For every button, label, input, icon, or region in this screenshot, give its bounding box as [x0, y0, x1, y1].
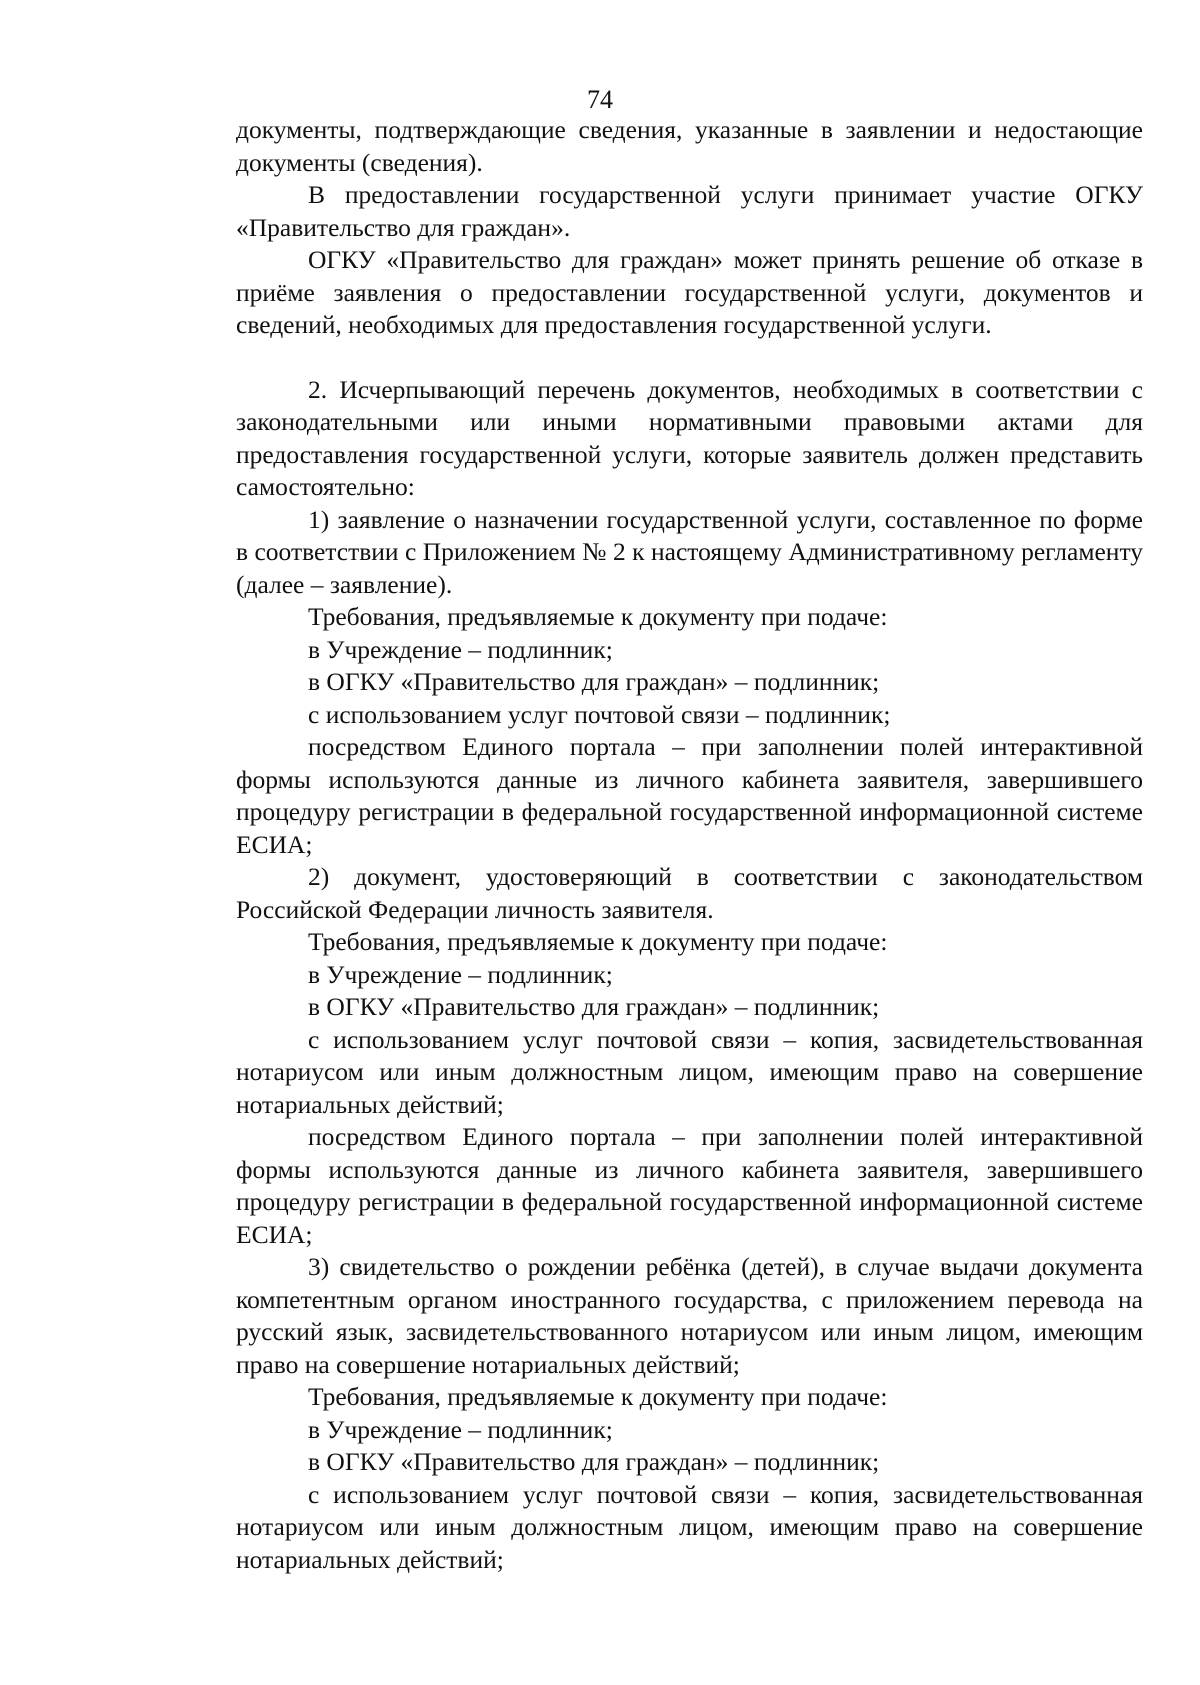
paragraph: Требования, предъявляемые к документу при подаче: [308, 602, 888, 631]
paragraph: Требования, предъявляемые к документу при подаче: [308, 927, 888, 956]
paragraph: в Учреждение – подлинник; [308, 634, 613, 664]
paragraph: в ОГКУ «Правительство для граждан» – подлинник; [308, 992, 880, 1021]
page-number: 74 [587, 85, 613, 114]
paragraph: В предоставлении государственной услуги принимает участие ОГКУ «Правительство для граждан». [236, 180, 1143, 242]
paragraph: в Учреждение – подлинник; [308, 1414, 613, 1444]
paragraph: ОГКУ «Правительство для граждан» может принять решение об отказе в приёме заявления о предоставлении государственной услуги, документов и сведений, необходимых для предоставления государственной услуги. [236, 245, 1143, 339]
paragraph-spacer [236, 342, 1143, 374]
paragraph: в ОГКУ «Правительство для граждан» – подлинник; [308, 1447, 880, 1476]
paragraph: в ОГКУ «Правительство для граждан» – подлинник; [308, 667, 880, 696]
paragraph: посредством Единого портала – при заполнении полей интерактивной формы используются данные из личного кабинета заявителя, завершившего процедуру регистрации в федеральной государственной информационной системе ЕСИА; [236, 732, 1143, 859]
document-body [236, 114, 1143, 1576]
paragraph: с использованием услуг почтовой связи – копия, засвидетельствованная нотариусом или иным должностным лицом, имеющим право на совершение нотариальных действий; [236, 1479, 1143, 1574]
paragraph: Требования, предъявляемые к документу при подаче: [308, 1382, 888, 1411]
paragraph: 3) свидетельство о рождении ребёнка (детей), в случае выдачи документа компетентным органом иностранного государства, с приложением перевода на русский язык, засвидетельствованного нотариусом или иным лицом, имеющим право на совершение нотариальных действий; [236, 1252, 1143, 1379]
paragraph: посредством Единого портала – при заполнении полей интерактивной формы используются данные из личного кабинета заявителя, завершившего процедуру регистрации в федеральной государственной информационной системе ЕСИА; [236, 1122, 1143, 1249]
paragraph: 2. Исчерпывающий перечень документов, необходимых в соответствии с законодательными или иными нормативными правовыми актами для предоставления государственной услуги, которые заявитель должен представить самостоятельно: [236, 374, 1143, 501]
paragraph: 2) документ, удостоверяющий в соответствии с законодательством Российской Федерации личность заявителя. [236, 862, 1143, 924]
paragraph: с использованием услуг почтовой связи – подлинник; [308, 699, 891, 729]
paragraph: с использованием услуг почтовой связи – копия, засвидетельствованная нотариусом или иным должностным лицом, имеющим право на совершение нотариальных действий; [236, 1024, 1143, 1119]
paragraph: документы, подтверждающие сведения, указанные в заявлении и недостающие документы (сведения). [236, 115, 1143, 177]
paragraph: в Учреждение – подлинник; [308, 959, 613, 989]
paragraph: 1) заявление о назначении государственной услуги, составленное по форме в соответствии с Приложением № 2 к настоящему Административному регламенту (далее – заявление). [236, 504, 1143, 599]
